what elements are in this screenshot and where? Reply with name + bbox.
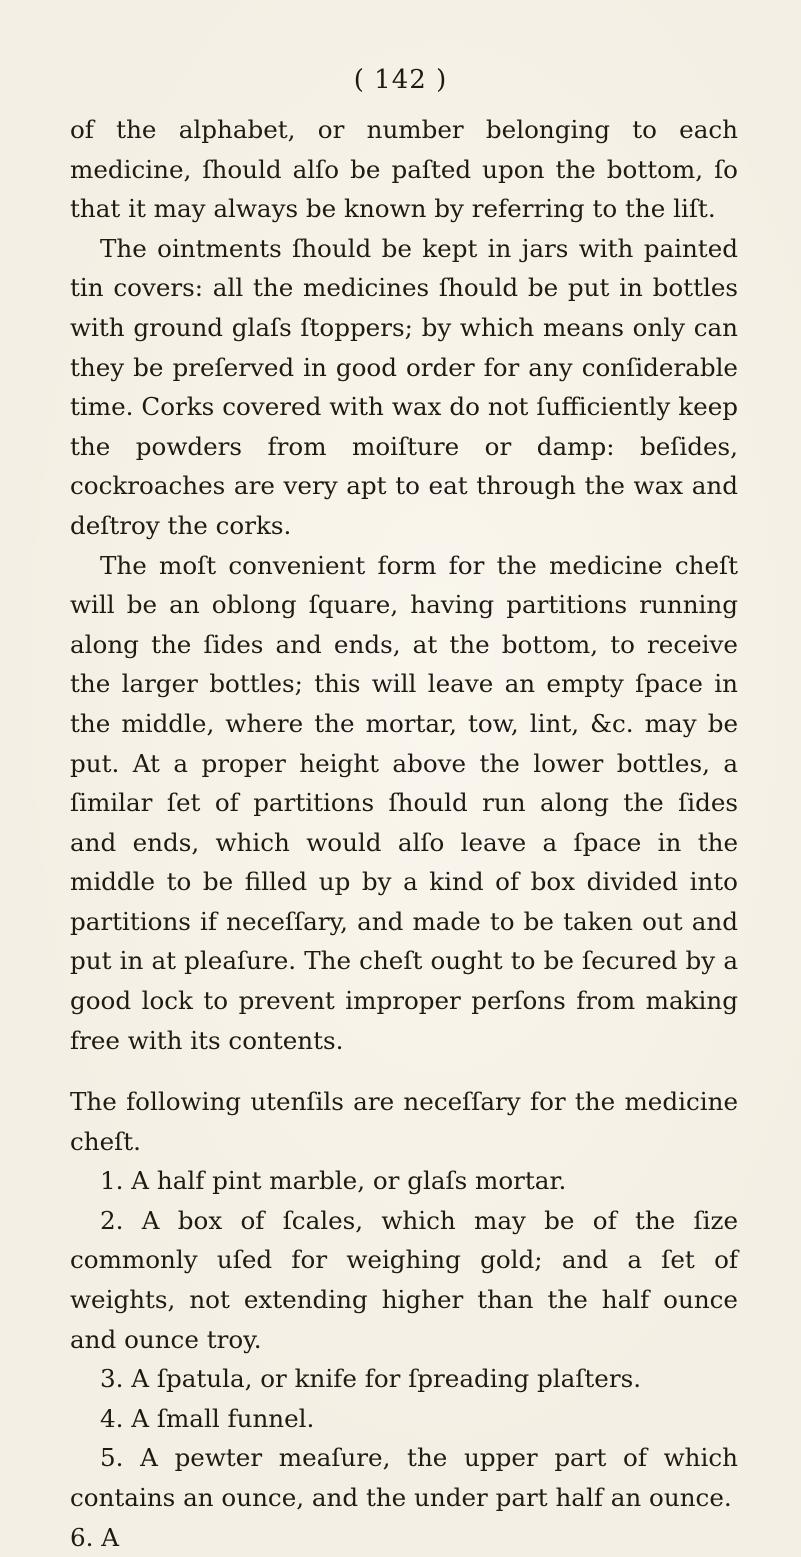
list-item: 1. A half pint marble, or glaſs mortar.: [100, 1166, 567, 1196]
paragraph: The ointments ſhould be kept in jars with painted tin covers: all the medicines ſhould be put in bottles with ground glaſs ſtoppers; by which means only can they be preſerved in good order for any conſiderable time. Corks covered with wax do not ſufficiently keep the powders from moiſture or damp: beſides, cockroaches are very apt to eat through the wax and deſtroy the corks.: [70, 233, 738, 540]
body-text: [70, 110, 738, 1060]
list-item: 2. A box of ſcales, which may be of the ſize commonly uſed for weighing gold; and a ſet of weights, not extending higher than the half ounce and ounce troy.: [70, 1205, 738, 1354]
utensils-list: [70, 1082, 738, 1557]
catchword: 6. A: [70, 1522, 120, 1552]
list-item: 5. A pewter meaſure, the upper part of which contains an ounce, and the under part half an ounce.: [70, 1443, 738, 1512]
paragraph: The moſt convenient form for the medicine cheſt will be an oblong ſquare, having partitions running along the ſides and ends, at the bottom, to receive the larger bottles; this will leave an empty ſpace in the middle, where the mortar, tow, lint, &c. may be put. At a proper height above the lower bottles, a ſimilar ſet of partitions ſhould run along the ſides and ends, which would alſo leave a ſpace in the middle to be filled up by a kind of box divided into partitions if neceſſary, and made to be taken out and put in at pleaſure. The cheſt ought to be ſecured by a good lock to prevent improper perſons from making free with its contents.: [70, 550, 738, 1055]
paragraph: of the alphabet, or number belonging to each medicine, ſhould alſo be paſted upon the bottom, ſo that it may always be known by referring to the liſt.: [70, 115, 738, 224]
list-item: 3. A ſpatula, or knife for ſpreading plaſters.: [100, 1364, 642, 1394]
list-item: 4. A ſmall funnel.: [100, 1403, 315, 1433]
list-intro: The following utenſils are neceſſary for the medicine cheſt.: [70, 1087, 738, 1156]
page-number: ( 142 ): [353, 65, 448, 95]
